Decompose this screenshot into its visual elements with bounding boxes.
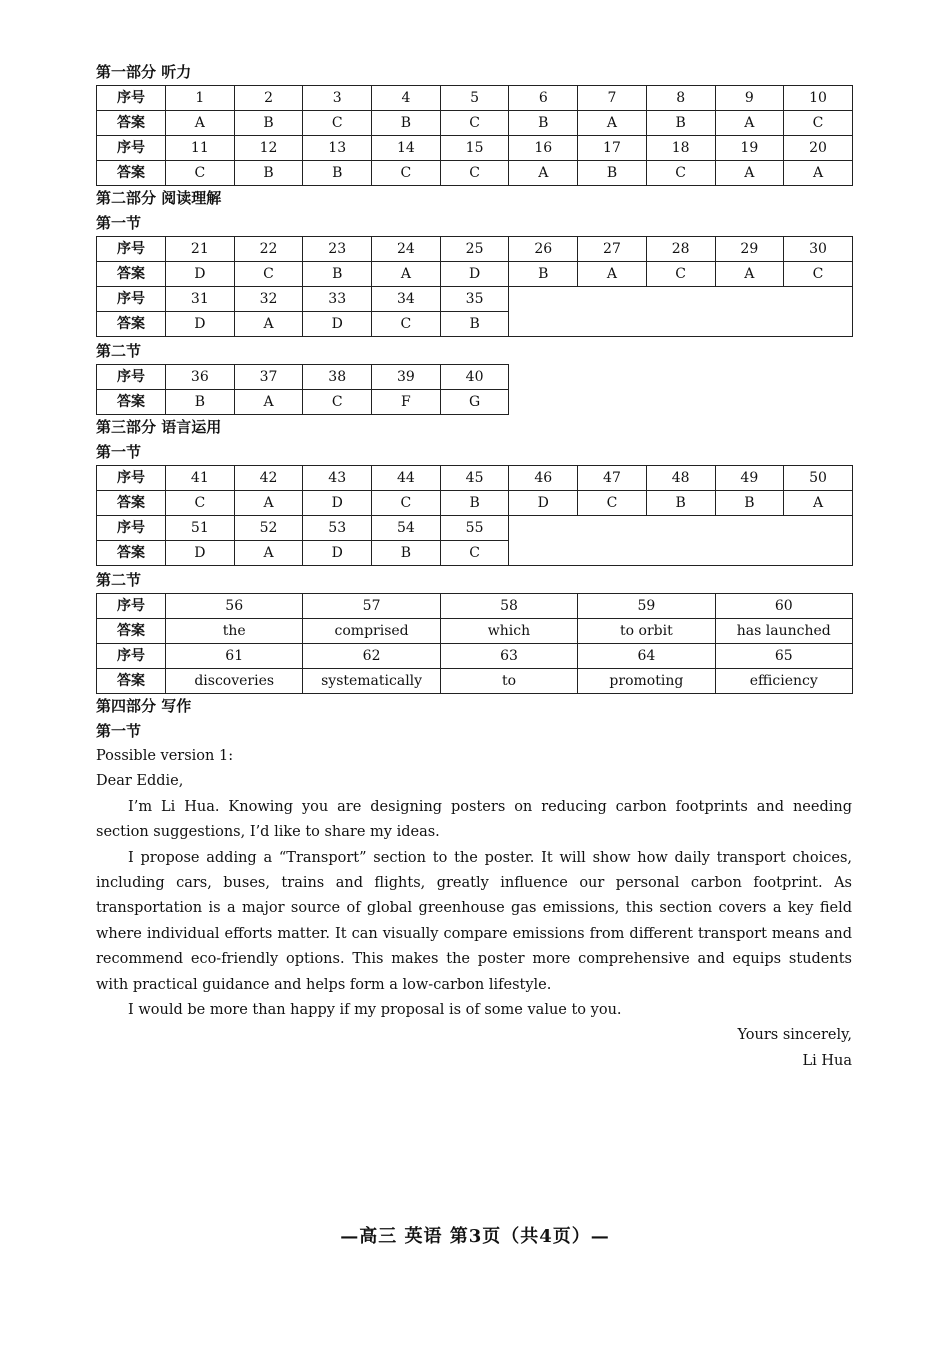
answer-cell: B xyxy=(578,161,647,186)
question-number-cell: 13 xyxy=(303,136,372,161)
question-number-cell: 51 xyxy=(166,516,235,541)
question-number-cell: 45 xyxy=(440,466,509,491)
question-number-cell: 18 xyxy=(646,136,715,161)
question-number-cell: 39 xyxy=(372,365,441,390)
number-row xyxy=(97,594,853,619)
part3-section2-table xyxy=(96,593,853,694)
number-label: 序号 xyxy=(97,86,166,111)
number-label: 序号 xyxy=(97,644,166,669)
part3-title: 第三部分 语言运用 xyxy=(96,418,222,436)
question-number-cell: 58 xyxy=(440,594,577,619)
question-number-cell: 65 xyxy=(715,644,852,669)
answer-cell: to xyxy=(440,669,577,694)
number-label: 序号 xyxy=(97,466,166,491)
question-number-cell: 53 xyxy=(303,516,372,541)
answer-cell: C xyxy=(646,262,715,287)
answer-row xyxy=(97,619,853,644)
question-number-cell: 10 xyxy=(784,86,853,111)
question-number-cell: 32 xyxy=(234,287,303,312)
part2-section2-title: 第二节 xyxy=(96,342,142,360)
question-number-cell: 57 xyxy=(303,594,440,619)
question-number-cell: 62 xyxy=(303,644,440,669)
answer-label: 答案 xyxy=(97,161,166,186)
answer-cell: D xyxy=(166,262,235,287)
question-number-cell: 8 xyxy=(646,86,715,111)
part2-section2-table xyxy=(96,364,509,415)
answer-row xyxy=(97,111,853,136)
answer-cell: A xyxy=(372,262,441,287)
question-number-cell: 27 xyxy=(578,237,647,262)
answer-row xyxy=(97,669,853,694)
answer-cell: B xyxy=(372,111,441,136)
number-row xyxy=(97,136,853,161)
question-number-cell: 35 xyxy=(440,287,509,312)
number-row xyxy=(97,86,853,111)
answer-cell: A xyxy=(578,262,647,287)
question-number-cell: 19 xyxy=(715,136,784,161)
number-row xyxy=(97,644,853,669)
question-number-cell: 48 xyxy=(646,466,715,491)
answer-cell: B xyxy=(646,491,715,516)
question-number-cell: 55 xyxy=(440,516,509,541)
answer-cell: C xyxy=(440,111,509,136)
question-number-cell: 64 xyxy=(578,644,715,669)
answer-cell: D xyxy=(509,491,578,516)
answer-label: 答案 xyxy=(97,111,166,136)
question-number-cell: 43 xyxy=(303,466,372,491)
page-footer: —高三 英语 第3页（共4页）— xyxy=(340,1226,610,1247)
number-label: 序号 xyxy=(97,365,166,390)
answer-cell: A xyxy=(784,161,853,186)
answer-cell: A xyxy=(234,541,303,566)
question-number-cell: 15 xyxy=(440,136,509,161)
empty-cell xyxy=(509,287,852,337)
answer-cell: C xyxy=(440,541,509,566)
question-number-cell: 17 xyxy=(578,136,647,161)
letter-paragraph: I would be more than happy if my proposal is of some value to you. xyxy=(128,1002,622,1019)
version-label: Possible version 1: xyxy=(96,748,234,764)
answer-cell: efficiency xyxy=(715,669,852,694)
number-row xyxy=(97,365,509,390)
question-number-cell: 59 xyxy=(578,594,715,619)
answer-cell: C xyxy=(372,491,441,516)
answer-cell: A xyxy=(166,111,235,136)
question-number-cell: 38 xyxy=(303,365,372,390)
question-number-cell: 14 xyxy=(372,136,441,161)
number-label: 序号 xyxy=(97,516,166,541)
answer-cell: comprised xyxy=(303,619,440,644)
part4-section1-title: 第一节 xyxy=(96,722,142,740)
answer-row xyxy=(97,390,509,415)
answer-cell: C xyxy=(234,262,303,287)
question-number-cell: 4 xyxy=(372,86,441,111)
answer-cell: A xyxy=(715,111,784,136)
question-number-cell: 54 xyxy=(372,516,441,541)
question-number-cell: 1 xyxy=(166,86,235,111)
answer-cell: systematically xyxy=(303,669,440,694)
answer-cell: A xyxy=(234,491,303,516)
letter-salutation: Dear Eddie, xyxy=(96,773,184,790)
question-number-cell: 34 xyxy=(372,287,441,312)
answer-label: 答案 xyxy=(97,669,166,694)
answer-cell: C xyxy=(372,312,441,337)
question-number-cell: 5 xyxy=(440,86,509,111)
answer-cell: A xyxy=(234,390,303,415)
answer-label: 答案 xyxy=(97,390,166,415)
answer-cell: A xyxy=(715,161,784,186)
answer-cell: C xyxy=(784,262,853,287)
answer-label: 答案 xyxy=(97,619,166,644)
answer-cell: D xyxy=(166,312,235,337)
question-number-cell: 3 xyxy=(303,86,372,111)
part3-section1-table xyxy=(96,465,853,566)
part2-section1-title: 第一节 xyxy=(96,214,142,232)
answer-row xyxy=(97,262,853,287)
answer-cell: which xyxy=(440,619,577,644)
answer-cell: C xyxy=(784,111,853,136)
question-number-cell: 47 xyxy=(578,466,647,491)
answer-cell: C xyxy=(303,390,372,415)
number-label: 序号 xyxy=(97,237,166,262)
question-number-cell: 52 xyxy=(234,516,303,541)
answer-cell: A xyxy=(234,312,303,337)
question-number-cell: 36 xyxy=(166,365,235,390)
answer-cell: promoting xyxy=(578,669,715,694)
question-number-cell: 20 xyxy=(784,136,853,161)
question-number-cell: 46 xyxy=(509,466,578,491)
letter-paragraph: I propose adding a “Transport” section to the poster. It will show how daily transport choices, including cars, buses, trains and flights, greatly influence our personal carbon footprint. As transportation is a major source of global greenhouse gas emissions, this section covers a key field where individual efforts matter. It can visually compare emissions from different transport means and recommend eco-friendly options. This makes the poster more comprehensive and equips students with practical guidance and helps form a low-carbon lifestyle. xyxy=(96,849,852,993)
answer-cell: has launched xyxy=(715,619,852,644)
part4-title: 第四部分 写作 xyxy=(96,697,192,715)
answer-cell: C xyxy=(646,161,715,186)
part3-section2-title: 第二节 xyxy=(96,571,142,589)
answer-cell: B xyxy=(509,262,578,287)
answer-key-page xyxy=(96,60,852,1074)
question-number-cell: 12 xyxy=(234,136,303,161)
question-number-cell: 2 xyxy=(234,86,303,111)
answer-cell: the xyxy=(166,619,303,644)
question-number-cell: 21 xyxy=(166,237,235,262)
answer-cell: B xyxy=(303,161,372,186)
question-number-cell: 50 xyxy=(784,466,853,491)
answer-cell: C xyxy=(578,491,647,516)
answer-cell: B xyxy=(303,262,372,287)
question-number-cell: 33 xyxy=(303,287,372,312)
letter-closing: Yours sincerely, xyxy=(737,1027,852,1044)
part3-section1-title: 第一节 xyxy=(96,443,142,461)
answer-cell: A xyxy=(784,491,853,516)
answer-cell: C xyxy=(166,491,235,516)
question-number-cell: 28 xyxy=(646,237,715,262)
question-number-cell: 22 xyxy=(234,237,303,262)
answer-cell: D xyxy=(166,541,235,566)
answer-cell: B xyxy=(440,312,509,337)
question-number-cell: 25 xyxy=(440,237,509,262)
answer-label: 答案 xyxy=(97,262,166,287)
answer-cell: D xyxy=(440,262,509,287)
answer-cell: D xyxy=(303,312,372,337)
number-row xyxy=(97,516,853,541)
answer-cell: B xyxy=(440,491,509,516)
letter-paragraph: I’m Li Hua. Knowing you are designing posters on reducing carbon footprints and needing section suggestions, I’d like to share my ideas. xyxy=(96,798,852,841)
question-number-cell: 29 xyxy=(715,237,784,262)
answer-cell: to orbit xyxy=(578,619,715,644)
answer-cell: B xyxy=(646,111,715,136)
answer-cell: D xyxy=(303,541,372,566)
question-number-cell: 31 xyxy=(166,287,235,312)
answer-cell: D xyxy=(303,491,372,516)
empty-cell xyxy=(509,516,852,566)
model-letter xyxy=(96,744,852,1074)
question-number-cell: 40 xyxy=(440,365,509,390)
question-number-cell: 30 xyxy=(784,237,853,262)
question-number-cell: 16 xyxy=(509,136,578,161)
answer-cell: B xyxy=(509,111,578,136)
question-number-cell: 9 xyxy=(715,86,784,111)
answer-cell: C xyxy=(166,161,235,186)
question-number-cell: 63 xyxy=(440,644,577,669)
answer-row xyxy=(97,491,853,516)
answer-cell: A xyxy=(509,161,578,186)
number-row xyxy=(97,237,853,262)
part2-title: 第二部分 阅读理解 xyxy=(96,189,222,207)
question-number-cell: 42 xyxy=(234,466,303,491)
question-number-cell: 49 xyxy=(715,466,784,491)
answer-cell: B xyxy=(234,111,303,136)
answer-row xyxy=(97,161,853,186)
answer-cell: F xyxy=(372,390,441,415)
question-number-cell: 60 xyxy=(715,594,852,619)
answer-cell: C xyxy=(440,161,509,186)
part1-table xyxy=(96,85,853,186)
answer-cell: A xyxy=(578,111,647,136)
answer-label: 答案 xyxy=(97,541,166,566)
answer-cell: B xyxy=(234,161,303,186)
number-row xyxy=(97,466,853,491)
question-number-cell: 41 xyxy=(166,466,235,491)
question-number-cell: 11 xyxy=(166,136,235,161)
answer-cell: C xyxy=(303,111,372,136)
answer-cell: C xyxy=(372,161,441,186)
part2-section1-table xyxy=(96,236,853,337)
number-label: 序号 xyxy=(97,594,166,619)
part1-title: 第一部分 听力 xyxy=(96,63,192,81)
number-row xyxy=(97,287,853,312)
answer-cell: G xyxy=(440,390,509,415)
question-number-cell: 24 xyxy=(372,237,441,262)
answer-cell: discoveries xyxy=(166,669,303,694)
number-label: 序号 xyxy=(97,287,166,312)
answer-label: 答案 xyxy=(97,491,166,516)
answer-cell: B xyxy=(372,541,441,566)
answer-label: 答案 xyxy=(97,312,166,337)
question-number-cell: 61 xyxy=(166,644,303,669)
answer-cell: A xyxy=(715,262,784,287)
question-number-cell: 23 xyxy=(303,237,372,262)
question-number-cell: 44 xyxy=(372,466,441,491)
question-number-cell: 26 xyxy=(509,237,578,262)
answer-cell: B xyxy=(166,390,235,415)
question-number-cell: 37 xyxy=(234,365,303,390)
question-number-cell: 7 xyxy=(578,86,647,111)
question-number-cell: 6 xyxy=(509,86,578,111)
letter-signature: Li Hua xyxy=(802,1052,852,1069)
number-label: 序号 xyxy=(97,136,166,161)
answer-cell: B xyxy=(715,491,784,516)
question-number-cell: 56 xyxy=(166,594,303,619)
